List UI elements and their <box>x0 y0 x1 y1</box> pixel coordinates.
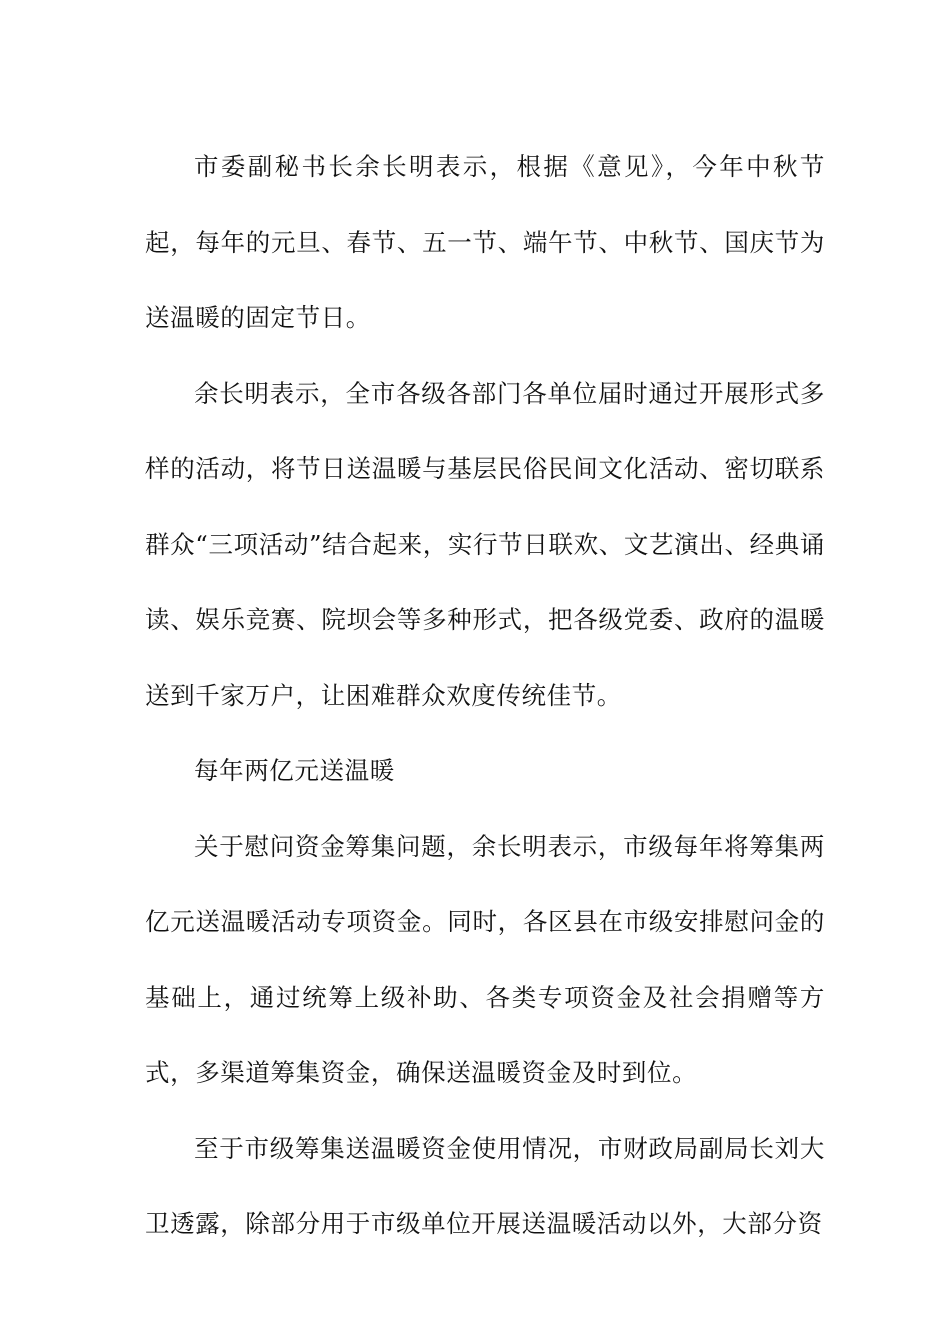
section-heading: 每年两亿元送温暖 <box>194 756 395 785</box>
document-body <box>145 129 825 1262</box>
paragraph-activities: 余长明表示，全市各级各部门各单位届时通过开展形式多样的活动，将节日送温暖与基层民俗民间文化活动、密切联系群众“三项活动”结合起来，实行节日联欢、文艺演出、经典诵读、娱乐竞赛、院坝会等多种形式，把各级党委、政府的温暖送到千家万户，让困难群众欢度传统佳节。 <box>145 378 825 710</box>
paragraph-funding: 关于慰问资金筹集问题，余长明表示，市级每年将筹集两亿元送温暖活动专项资金。同时，各区县在市级安排慰问金的基础上，通过统筹上级补助、各类专项资金及社会捐赠等方式，多渠道筹集资金，确保送温暖资金及时到位。 <box>145 831 825 1087</box>
paragraph-fund-usage: 至于市级筹集送温暖资金使用情况，市财政局副局长刘大卫透露，除部分用于市级单位开展送温暖活动以外，大部分资 <box>145 1133 825 1238</box>
paragraph-holiday-schedule: 市委副秘书长余长明表示，根据《意见》，今年中秋节起，每年的元旦、春节、五一节、端午节、中秋节、国庆节为送温暖的固定节日。 <box>145 152 825 332</box>
